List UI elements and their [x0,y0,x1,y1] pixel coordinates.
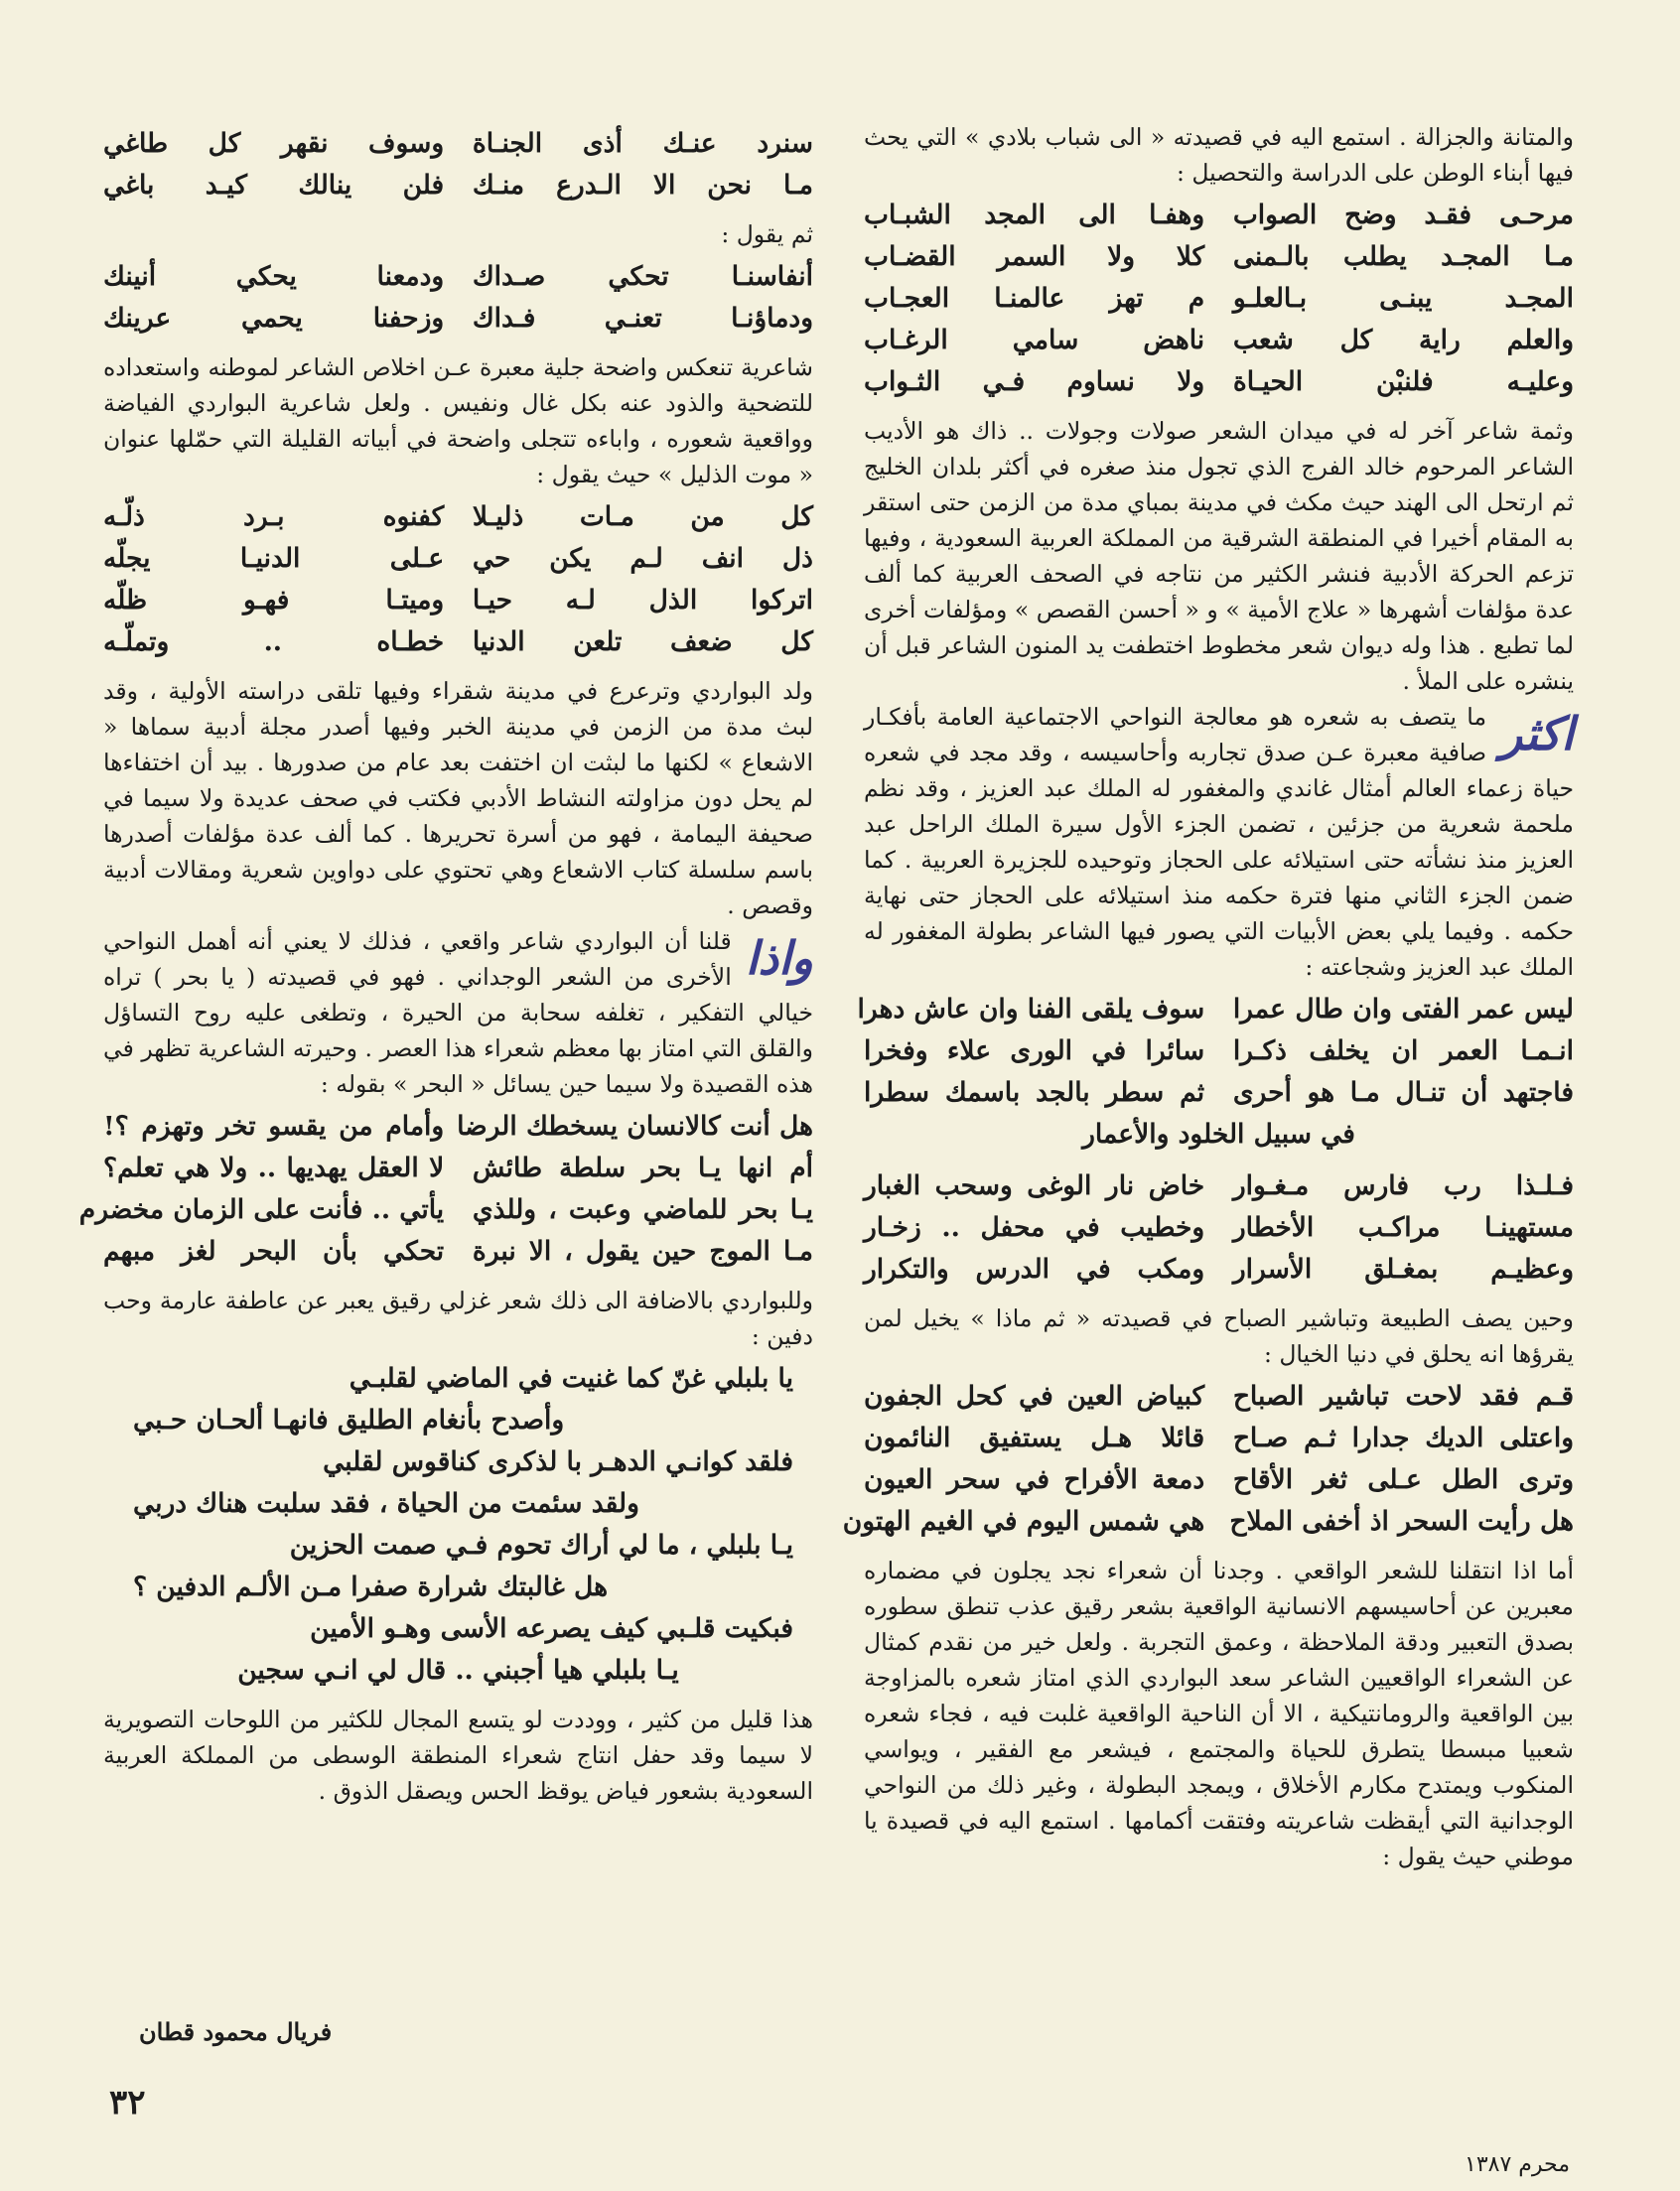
paragraph: ثم يقول : [721,220,813,248]
paragraph-block [103,923,813,1102]
verse-line [864,195,1574,236]
verse-first-hemistich: واعتلى الديك جدارا ثـم صـاح [1232,1423,1574,1453]
verse-line [864,1030,1574,1072]
verse-line: ولقد سئمت من الحياة ، فقد سلبت هناك دربي [133,1488,639,1519]
verse-line [864,1459,1574,1501]
verse-first-hemistich: ودماؤنـا تعنـي فـداك [472,303,813,334]
verse-second-hemistich: وزحفنا يحمي عرينك [103,303,445,334]
verse-first-hemistich: والعلم راية كل شعب [1232,325,1574,355]
paragraph: وحين يصف الطبيعة وتباشير الصباح في قصيدته « ثم ماذا » يخيل لمن يقرؤها انه يحلق في دنيا الخيال : [864,1304,1574,1368]
verse-line [103,1231,813,1273]
verse-line: يـا بلبلي هيا أجبني .. قال لي انـي سجين [237,1655,679,1686]
verse-line [864,278,1574,320]
verse-second-hemistich: وميتـا فهـو ظلّه [103,585,445,616]
verse-first-hemistich: هل رأيت السحر اذ أخفى الملاح [1229,1506,1574,1537]
verse-first-hemistich: سنرد عنـك أذى الجنـاة [472,128,813,159]
paragraph: وللبواردي بالاضافة الى ذلك شعر غزلي رقيق يعبر عن عاطفة عارمة وحب دفين : [103,1287,813,1350]
poem-verse [103,123,813,206]
verse-line [864,236,1574,278]
verse-second-hemistich: ودمعنا يحكي أنينك [103,261,445,292]
issue-date-footer: محرم ١٣٨٧ [1465,2152,1571,2177]
verse-second-hemistich: كفنوه بـرد ذلّـه [103,501,445,532]
verse-second-hemistich: دمعة الأفراح في سحر العيون [864,1464,1205,1495]
verse-second-hemistich: م تهز عالمنـا العجـاب [864,283,1205,314]
verse-second-hemistich: عـلى الدنيـا يجلّه [103,543,445,574]
verse-line [864,1207,1574,1249]
verse-first-hemistich: وترى الطل عـلى ثغر الأقاح [1232,1464,1574,1495]
verse-line: فلقد كوانـي الدهـر با لذكرى كناقوس لقلبي [323,1446,793,1477]
paragraph-block [864,699,1574,985]
handwritten-annotation: واذا [745,931,813,985]
verse-second-hemistich: سائرا في الورى علاء وفخرا [864,1035,1205,1066]
verse-first-hemistich: فاجتهد أن تنـال مـا هو أحرى [1232,1077,1574,1108]
verse-first-hemistich: هل أنت كالانسان يسخطك الرضا [457,1111,813,1142]
verse-first-hemistich: أم انها يـا بحر سلطة طائش [472,1153,813,1183]
poem-verse [864,1165,1574,1291]
paragraph: ولد البواردي وترعرع في مدينة شقراء وفيها تلقى دراسته الأولية ، وقد لبث مدة من الزمن في مدينة الخبر وفيها أصدر مجلة أدبية سماها « الاشعاع » لكنها ما لبثت ان اختفت بعد عام من صدورها . بيد أن اختفاءها لم يحل دون مزاولته النشاط الأدبي فكتب في صحف عديدة ولا سيما في صحيفة اليمامة ، فهو من أسرة تحريرها . كما ألف عدة مؤلفات أصدرها باسم سلسلة كتاب الاشعاع وهي تحتوي على دواوين شعرية ومقالات أدبية وقصص . [103,677,813,919]
verse-line [78,1189,813,1231]
verse-first-hemistich: اتركوا الذل لـه حيـا [472,585,813,616]
handwritten-annotation: اكثر [1500,707,1574,760]
verse-first-hemistich: المجـد يبنـى بـالعلـو [1232,283,1574,314]
verse-first-hemistich: يـا بحر للماضي وعبت ، وللذي [472,1194,813,1225]
verse-first-hemistich: مـا الموج حين يقول ، الا نبرة [472,1236,813,1267]
paragraph: أما اذا انتقلنا للشعر الواقعي . وجدنا أن شعراء نجد يجلون في مضماره معبرين عن أحاسيسهم الانسانية الواقعية بشعر رقيق عذب تنطق سطوره بصدق التعبير ودقة الملاحظة ، وعمق التجربة . ولعل خير من نقدم كمثال عن الشعراء الواقعيين الشاعر سعد البواردي الذي امتاز شعره بالمزاوجة بين الواقعية والرومانتيكية ، الا أن الناحية الواقعية غلبت فيه ، فجاء شعره شعبيا مبسطا يتطرق للحياة والمجتمع ، فيشعر مع الفقير ، ويواسي المنكوب ويمتدح مكارم الأخلاق ، ويمجد البطولة ، وغير ذلك من النواحي الوجدانية التي أيقظت شاعريته وفتقت أكمامها . استمع اليه في قصيدة يا موطني حيث يقول : [864,1557,1574,1870]
verse-line [864,1418,1574,1459]
verse-second-hemistich: وهفـا الى المجد الشبـاب [864,200,1205,230]
verse-first-hemistich: انـمـا العمر ان يخلف ذكـرا [1232,1035,1574,1066]
verse-line [103,256,813,298]
verse-second-hemistich: قائلا هـل يستفيق النائمون [864,1423,1205,1453]
verse-first-hemistich: وعظيـم بمغـلق الأسرار [1232,1254,1574,1285]
right-column [842,119,1574,1874]
verse-second-hemistich: لا العقل يهديها .. ولا هي تعلم؟ [103,1153,445,1183]
verse-first-hemistich: وعليـه فلنبْن الحيـاة [1232,366,1574,397]
verse-line [103,298,813,340]
poem-verse [78,1106,813,1273]
verse-first-hemistich: ليس عمر الفتى وان طال عمرا [1232,994,1574,1025]
verse-second-hemistich: يأتي .. فأنت على الزمان مخضرم [78,1194,445,1225]
verse-line: يا بلبلي غنّ كما غنيت في الماضي لقلبـي [349,1363,793,1394]
verse-first-hemistich: ذل انف لـم يكن حي [472,543,813,574]
poem-verse [103,256,813,340]
verse-line: فبكيت قلـبي كيف يصرعه الأسى وهـو الأمين [310,1613,793,1644]
verse-first-hemistich: أنفاسنـا تحكي صـداك [472,261,813,292]
verse-second-hemistich: ولا نساوم فـي الثـواب [864,366,1205,397]
paragraph: ما يتصف به شعره هو معالجة النواحي الاجتماعية العامة بأفكـار صافية معبرة عـن صدق تجاربه وأحاسيسه ، وقد مجد في شعره حياة زعماء العالم أمثال غاندي والمغفور له الملك عبد العزيز ، وقد نظم ملحمة شعرية من جزئين ، تضمن الجزء الأول سيرة الملك الراحل عبد العزيز منذ نشأته حتى استيلائه على الحجاز وتوحيده للجزيرة العربية . كما ضمن الجزء الثاني منها فترة حكمه منذ استيلائه على الحجاز حتى نهاية حكمه . وفيما يلي بعض الأبيات التي يصور فيها الشاعر بطولة المغفور له الملك عبد العزيز وشجاعته : [864,703,1574,981]
paragraph: وثمة شاعر آخر له في ميدان الشعر صولات وجولات .. ذاك هو الأديب الشاعر المرحوم خالد الفرج الذي تجول منذ صغره في أكثر بلدان الخليج ثم ارتحل الى الهند حيث مكث في مدينة بمباي مدة من الزمن حتى استقر به المقام أخيرا في المنطقة الشرقية من المملكة العربية السعودية ، وفيها تزعم الحركة الأدبية فنشر الكثير من نتاجه في الصحف العربية كما ألف عدة مؤلفات أشهرها « علاج الأمية » و « أحسن القصص » ومؤلفات أخرى لما تطبع . هذا وله ديوان شعر مخطوط اختطفت يد المنون الشاعر قبل أن ينشره على الملأ . [864,417,1574,695]
verse-second-hemistich: وخطيب في محفل .. زخـار [864,1212,1205,1243]
verse-second-hemistich: كبياض العين في كحل الجفون [864,1381,1205,1412]
verse-line [103,621,813,663]
verse-line [864,1249,1574,1291]
verse-refrain: في سبيل الخلود والأعمار [1082,1119,1355,1150]
verse-first-hemistich: مـا المجـد يطلب بالـمنى [1232,241,1574,272]
verse-first-hemistich: كل ضعف تلعن الدنيا [472,626,813,657]
verse-second-hemistich: هي شمس اليوم في الغيم الهتون [842,1506,1205,1537]
page-number: ٣٢ [109,2083,146,2123]
verse-line [864,1165,1574,1207]
verse-line [103,1148,813,1189]
verse-line [103,123,813,165]
verse-line: وأصدح بأنغام الطليق فانهـا ألحـان حـبي [133,1405,565,1436]
verse-line [103,580,813,621]
verse-second-hemistich: وسوف نقهر كل طاغي [103,128,445,159]
verse-line [103,165,813,206]
verse-second-hemistich: وأمام من يقسو تخر وتهزم ؟! [103,1111,445,1142]
verse-line: يـا بلبلي ، ما لي أراك تحوم فـي صمت الحزين [289,1530,793,1561]
paragraph: والمتانة والجزالة . استمع اليه في قصيدته « الى شباب بلادي » التي يحث فيها أبناء الوطن على الدراسة والتحصيل : [864,123,1574,187]
verse-line [864,1072,1574,1114]
verse-line [103,538,813,580]
verse-first-hemistich: مستهينـا مراكـب الأخطار [1232,1212,1574,1243]
left-column [78,119,813,1809]
poem-verse [103,1358,813,1692]
verse-first-hemistich: كل من مـات ذليـلا [472,501,813,532]
verse-second-hemistich: تحكي بأن البحر لغز مبهم [103,1236,445,1267]
verse-line [864,1376,1574,1418]
verse-second-hemistich: كلا ولا السمر القضـاب [864,241,1205,272]
verse-line [857,989,1574,1030]
paragraph: قلنا أن البواردي شاعر واقعي ، فذلك لا يعني أنه أهمل النواحي الأخرى من الشعر الوجداني . فهو في قصيدته ( يا بحر ) تراه خيالي التفكير ، تغلفه سحابة من الحيرة ، وتطغى عليه روح التساؤل والقلق التي امتاز بها معظم شعراء هذا العصر . وحيرته الشاعرية تظهر في هذه القصيدة ولا سيما حين يسائل « البحر » بقوله : [103,927,813,1098]
paragraph: هذا قليل من كثير ، ووددت لو يتسع المجال للكثير من اللوحات التصويرية لا سيما وقد حفل انتاج شعراء المنطقة الوسطى من المملكة العربية السعودية بشعور فياض يوقظ الحس ويصقل الذوق . [103,1706,813,1805]
verse-second-hemistich: خطـاه .. وتملّـه [103,626,445,657]
poem-verse [864,195,1574,403]
verse-second-hemistich: خاض نار الوغى وسحب الغبار [864,1170,1205,1201]
verse-first-hemistich: مرحـى فقـد وضح الصواب [1232,200,1574,230]
poem-verse [103,496,813,663]
verse-first-hemistich: قـم فقد لاحت تباشير الصباح [1232,1381,1574,1412]
verse-line [864,320,1574,361]
verse-line: هل غالبتك شرارة صفرا مـن الألـم الدفين ؟ [133,1572,609,1602]
paragraph: شاعرية تنعكس واضحة جلية معبرة عـن اخلاص الشاعر لموطنه واستعداده للتضحية والذود عنه بكل غال ونفيس . ولعل شاعرية البواردي الفياضة وواقعية شعوره ، واباءه تتجلى واضحة في أبياته القليلة التي حمّلها عنوان « موت الذليل » حيث يقول : [103,353,813,488]
poem-verse [857,989,1574,1156]
verse-second-hemistich: ثم سطر بالجد باسمك سطرا [864,1077,1205,1108]
verse-first-hemistich: مـا نحن الا الـدرع منـك [472,170,813,201]
verse-second-hemistich: ناهض سامي الرغـاب [864,325,1205,355]
verse-second-hemistich: ومكب في الدرس والتكرار [864,1254,1205,1285]
verse-second-hemistich: فلن ينالك كيـد باغي [103,170,445,201]
verse-line [103,1106,813,1148]
verse-second-hemistich: سوف يلقى الفنا وان عاش دهرا [857,994,1205,1025]
poem-verse [842,1376,1574,1543]
verse-first-hemistich: فـلـذا رب فارس مـغـوار [1232,1170,1574,1201]
author-signature: فريال محمود قطان [139,2017,333,2046]
verse-line [864,361,1574,403]
verse-line [842,1501,1574,1543]
verse-line [103,496,813,538]
